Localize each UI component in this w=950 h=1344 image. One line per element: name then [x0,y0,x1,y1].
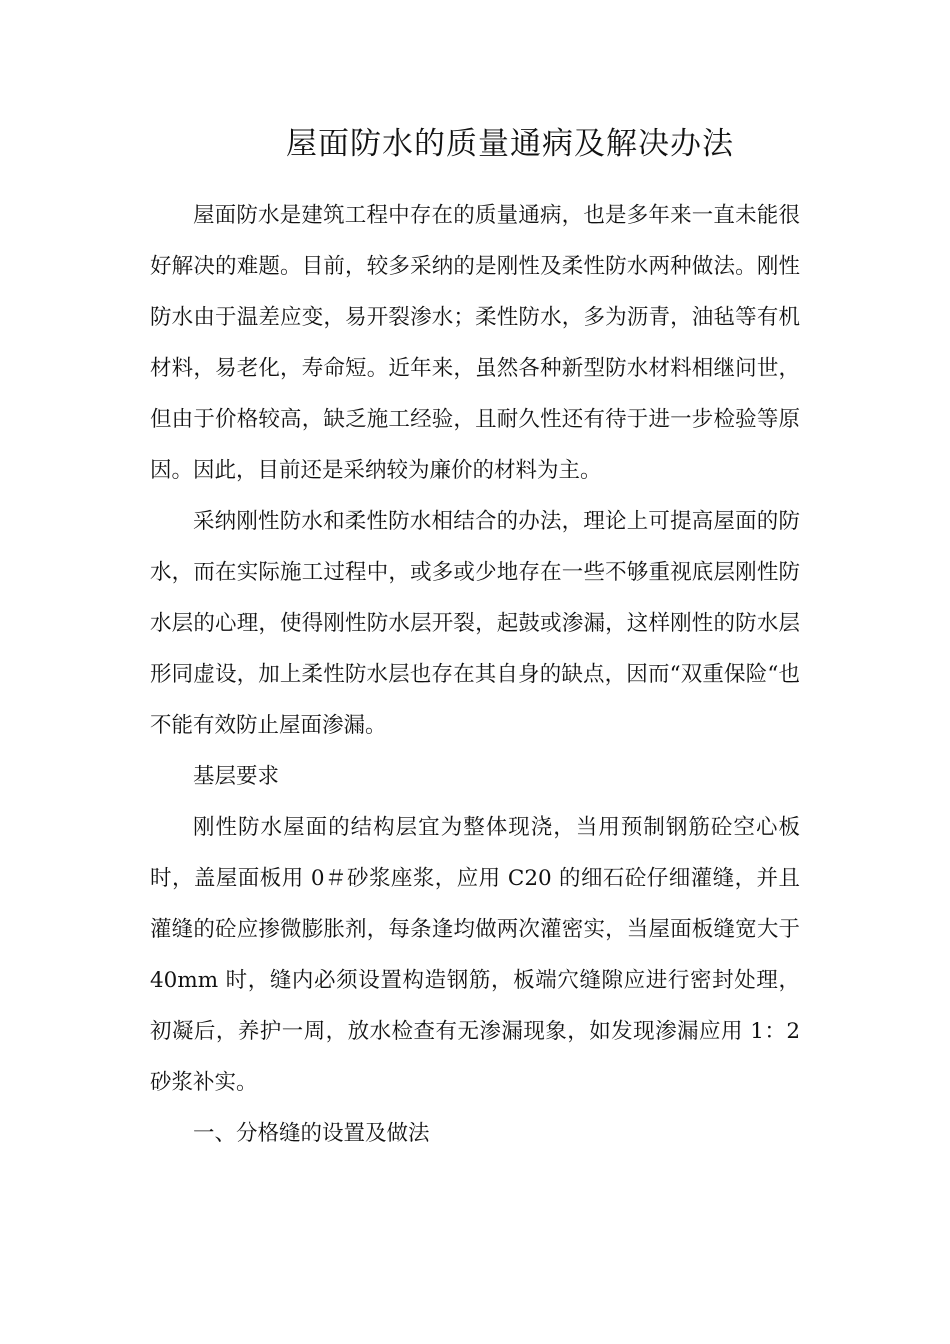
paragraph-base-requirements: 刚性防水屋面的结构层宜为整体现浇，当用预制钢筋砼空心板时，盖屋面板用 0＃砂浆座浆，应用 C20 的细石砼仔细灌缝，并且灌缝的砼应掺微膨胀剂，每条逢均做两次灌密实，当屋面板缝宽大于 40mm 时，缝内必须设置构造钢筋，板端穴缝隙应进行密封处理，初凝后，养护一周，放水检查有无渗漏现象，如发现渗漏应用 1：2 砂浆补实。 [150,815,800,1095]
paragraph-intro: 屋面防水是建筑工程中存在的质量通病，也是多年来一直未能很好解决的难题。目前，较多采纳的是刚性及柔性防水两种做法。刚性防水由于温差应变，易开裂渗水；柔性防水，多为沥青，油毡等有机材料，易老化，寿命短。近年来，虽然各种新型防水材料相继问世，但由于价格较高，缺乏施工经验，且耐久性还有待于进一步检验等原因。因此，目前还是采纳较为廉价的材料为主。 [150,203,800,483]
document-body [150,190,800,1159]
document-title: 屋面防水的质量通病及解决办法 [286,126,734,162]
heading-joint-setting: 一、分格缝的设置及做法 [193,1121,430,1146]
heading-base-requirements: 基层要求 [193,764,280,789]
paragraph-combined-method: 采纳刚性防水和柔性防水相结合的办法，理论上可提高屋面的防水，而在实际施工过程中，或多或少地存在一些不够重视底层刚性防水层的心理，使得刚性防水层开裂，起鼓或渗漏，这样刚性的防水层形同虚设，加上柔性防水层也存在其自身的缺点，因而“双重保险“也不能有效防止屋面渗漏。 [150,509,800,738]
